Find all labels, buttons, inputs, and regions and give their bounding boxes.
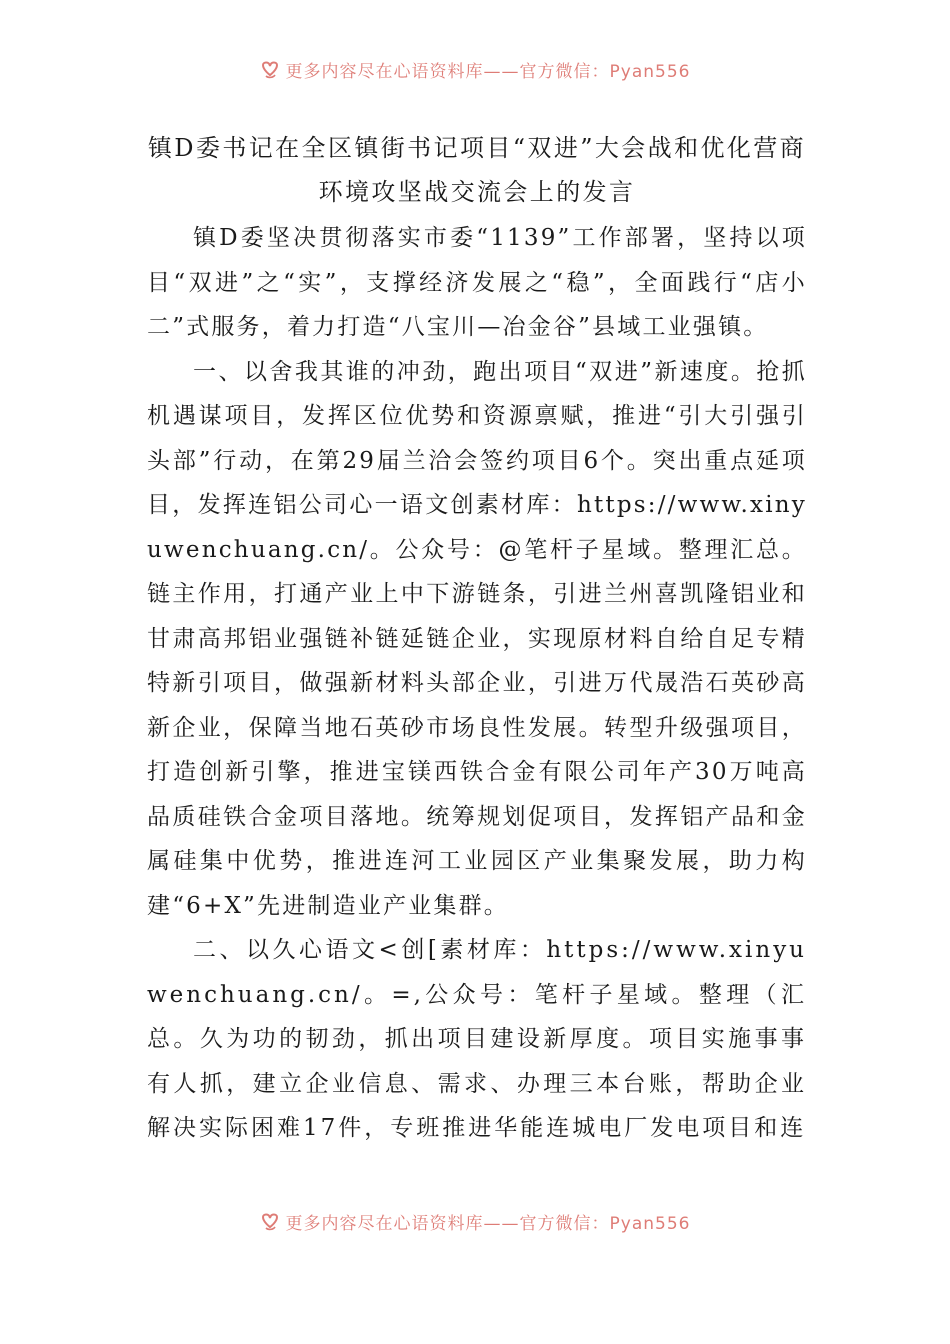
document-title: [147, 126, 807, 214]
title-line-2: 环境攻坚战交流会上的发言: [318, 178, 636, 206]
document-page: [147, 126, 807, 1151]
brand-logo-icon: [260, 1211, 280, 1231]
watermark-banner-top: [0, 58, 950, 80]
paragraph-section-two: 二、以久心语文<创[素材库：https://www.xinyuwenchuang.cn/。=,公众号：笔杆子星域。整理（汇总。久为功的韧劲，抓出项目建设新厚度。项目实施事事有人抓，建立企业信息、需求、办理三本台账，帮助企业解决实际困难17件，专班推进华能连城电厂发电项目和连: [147, 937, 807, 1141]
watermark-text: 更多内容尽在心语资料库——官方微信：Pyan556: [285, 61, 691, 82]
watermark-banner-bottom: [0, 1210, 950, 1232]
watermark-text: 更多内容尽在心语资料库——官方微信：Pyan556: [285, 1213, 691, 1234]
paragraph-intro: 镇D委坚决贯彻落实市委“1139”工作部署，坚持以项目“双进”之“实”，支撑经济发展之“稳”，全面践行“店小二”式服务，着力打造“八宝川—冶金谷”县域工业强镇。: [147, 225, 807, 340]
paragraph-section-one: 一、以舍我其谁的冲劲，跑出项目“双进”新速度。抢抓机遇谋项目，发挥区位优势和资源禀赋，推进“引大引强引头部”行动，在第29届兰洽会签约项目6个。突出重点延项目，发挥连铝公司心一语文创素材库：https://www.xinyuwenchuang.cn/。公众号：@笔杆子星域。整理汇总。链主作用，打通产业上中下游链条，引进兰州喜凯隆铝业和甘肃高邦铝业强链补链延链企业，实现原材料自给自足专精特新引项目，做强新材料头部企业，引进万代晟浩石英砂高新企业，保障当地石英砂市场良性发展。转型升级强项目，打造创新引擎，推进宝镁西铁合金有限公司年产30万吨高品质硅铁合金项目落地。统筹规划促项目，发挥铝产品和金属硅集中优势，推进连河工业园区产业集聚发展，助力构建“6+X”先进制造业产业集群。: [147, 358, 807, 919]
title-line-1: 镇D委书记在全区镇街书记项目“双进”大会战和优化营商: [147, 134, 807, 162]
brand-logo-icon: [260, 59, 280, 79]
